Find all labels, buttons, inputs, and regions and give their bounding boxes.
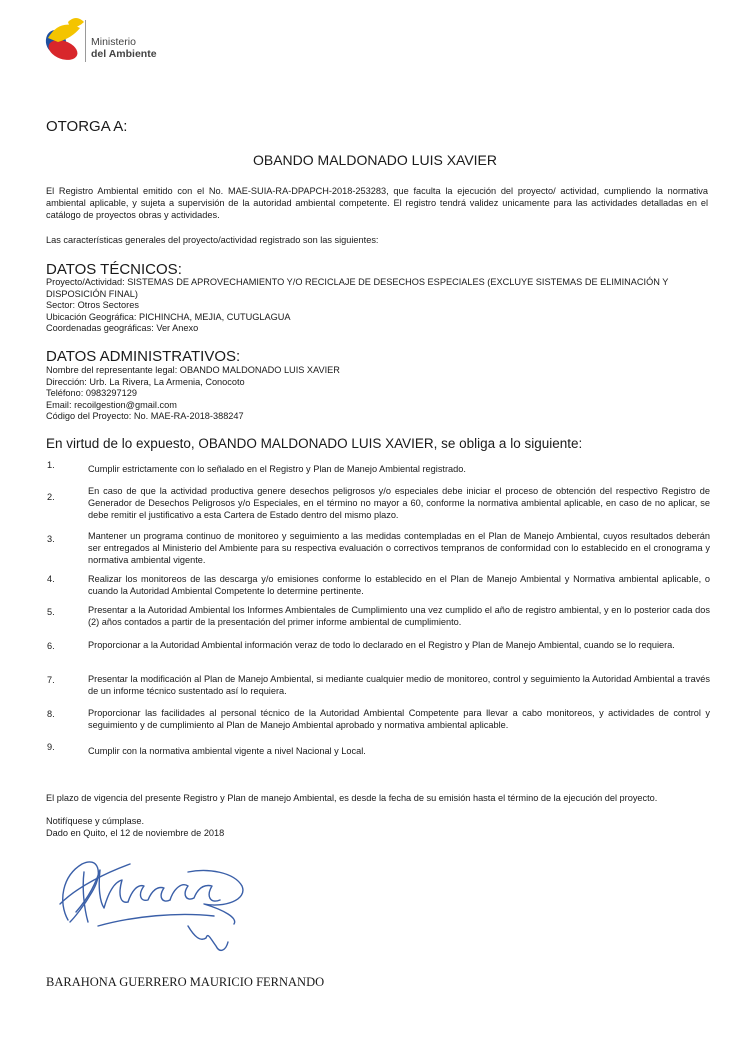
obligation-number: 1. xyxy=(47,460,55,470)
telefono: Teléfono: 0983297129 xyxy=(46,388,137,399)
dado-en-quito: Dado en Quito, el 12 de noviembre de 2018 xyxy=(46,828,225,838)
ubicacion-geografica: Ubicación Geográfica: PICHINCHA, MEJIA, CUTUGLAGUA xyxy=(46,311,291,322)
intro-paragraph: El Registro Ambiental emitido con el No. MAE-SUIA-RA-DPAPCH-2018-253283, que faculta la ejecución del proyecto/ actividad, cumpliendo la normativa ambiental aplicable, y sujeta a supervisión de la autoridad ambiental competente. El registro tendrá validez unicamente para las actividades detalladas en el catálogo de proyectos obras y actividades. xyxy=(46,186,708,221)
obligation-number: 4. xyxy=(47,574,55,584)
obligation-text: Realizar los monitoreos de las descarga y/o emisiones conforme lo establecido en el Plan de Manejo Ambiental y Normativa ambiental aplicable, o cuando la Autoridad Ambiental Competente lo determine pertinente. xyxy=(88,574,710,597)
obligation-number: 3. xyxy=(47,534,55,544)
handwritten-signature-icon xyxy=(38,842,268,958)
logo-line-1: Ministerio xyxy=(91,36,136,48)
sector: Sector: Otros Sectores xyxy=(46,300,139,311)
obligation-number: 9. xyxy=(47,742,55,752)
obligation-text: Proporcionar a la Autoridad Ambiental información veraz de todo lo declarado en el Registro y Plan de Manejo Ambiental, cuando se lo requiera. xyxy=(88,640,675,650)
obligation-text: Cumplir estrictamente con lo señalado en el Registro y Plan de Manejo Ambiental registrado. xyxy=(88,464,466,474)
otorga-label: OTORGA A: xyxy=(46,118,128,135)
obligation-number: 2. xyxy=(47,492,55,502)
obligation-text: En caso de que la actividad productiva genere desechos peligrosos y/o especiales debe iniciar el proceso de obtención del respectivo Registro de Generador de Desechos Peligrosos y/o Especiales, en el término no mayor a 60, conforme la normativa ambiental aplicable, en caso de no aplicar, se debe remitir el justificativo a esta Cartera de Estado dentro del mismo plazo. xyxy=(88,486,710,521)
datos-administrativos-heading: DATOS ADMINISTRATIVOS: xyxy=(46,348,241,365)
obligation-text: Presentar la modificación al Plan de Manejo Ambiental, si mediante cualquier medio de monitoreo, control y seguimiento la Autoridad Ambiental a través de un informe técnico sustentado así lo requiera. xyxy=(88,674,710,697)
obligation-text: Mantener un programa continuo de monitoreo y seguimiento a las medidas contempladas en el Plan de Manejo Ambiental, cuyos resultados deberán ser entregados al Ministerio del Ambiente para su respectiva evaluación o correctivos tempranos de conformidad con lo establecido en el cronograma y normativa ambiental vigente. xyxy=(88,531,710,566)
datos-administrativos-block xyxy=(46,365,710,423)
obligation-number: 6. xyxy=(47,641,55,651)
obligation-number: 7. xyxy=(47,675,55,685)
obligation-number: 8. xyxy=(47,709,55,719)
datos-tecnicos-heading: DATOS TÉCNICOS: xyxy=(46,261,182,278)
direccion: Dirección: Urb. La Rivera, La Armenia, Conocoto xyxy=(46,376,245,387)
obligation-number: 5. xyxy=(47,607,55,617)
codigo-proyecto: Código del Proyecto: No. MAE-RA-2018-388247 xyxy=(46,411,244,422)
obligation-text: Cumplir con la normativa ambiental vigente a nivel Nacional y Local. xyxy=(88,746,366,756)
obligation-text: Presentar a la Autoridad Ambiental los Informes Ambientales de Cumplimiento una vez cumplido el año de registro ambiental, y en lo posterior cada dos (2) años contados a partir de la presentación del primer informe ambiental de cumplimiento. xyxy=(88,605,710,628)
characteristics-intro: Las características generales del proyecto/actividad registrado son las siguientes: xyxy=(46,235,379,245)
obligations-intro: En virtud de lo expuesto, OBANDO MALDONADO LUIS XAVIER, se obliga a lo siguiente: xyxy=(46,436,583,451)
obligation-text: Proporcionar las facilidades al personal técnico de la Autoridad Ambiental Competente para llevar a cabo monitoreos, y actividades de control y seguimiento y de cumplimiento al Plan de Manejo Ambiental aprobado y normativa ambiental aplicable. xyxy=(88,708,710,731)
notifiquese: Notifíquese y cúmplase. xyxy=(46,816,145,826)
logo-text xyxy=(91,36,157,60)
holder-name: OBANDO MALDONADO LUIS XAVIER xyxy=(252,152,497,168)
vigencia-paragraph: El plazo de vigencia del presente Registro y Plan de manejo Ambiental, es desde la fecha de su emisión hasta el término de la ejecución del proyecto. xyxy=(46,793,658,803)
coordenadas-geograficas: Coordenadas geográficas: Ver Anexo xyxy=(46,323,199,334)
datos-tecnicos-block xyxy=(46,277,710,335)
email: Email: recoilgestion@gmail.com xyxy=(46,399,177,410)
representante-legal: Nombre del representante legal: OBANDO MALDONADO LUIS XAVIER xyxy=(46,365,340,375)
proyecto-actividad: Proyecto/Actividad: SISTEMAS DE APROVECHAMIENTO Y/O RECICLAJE DE DESECHOS ESPECIALES (EXCLUYE SISTEMAS DE ELIMINACIÓN Y DISPOSICIÓN FINAL) xyxy=(46,277,669,299)
logo-line-2: del Ambiente xyxy=(91,48,157,60)
logo-divider xyxy=(85,20,86,62)
signer-name: BARAHONA GUERRERO MAURICIO FERNANDO xyxy=(46,975,325,989)
